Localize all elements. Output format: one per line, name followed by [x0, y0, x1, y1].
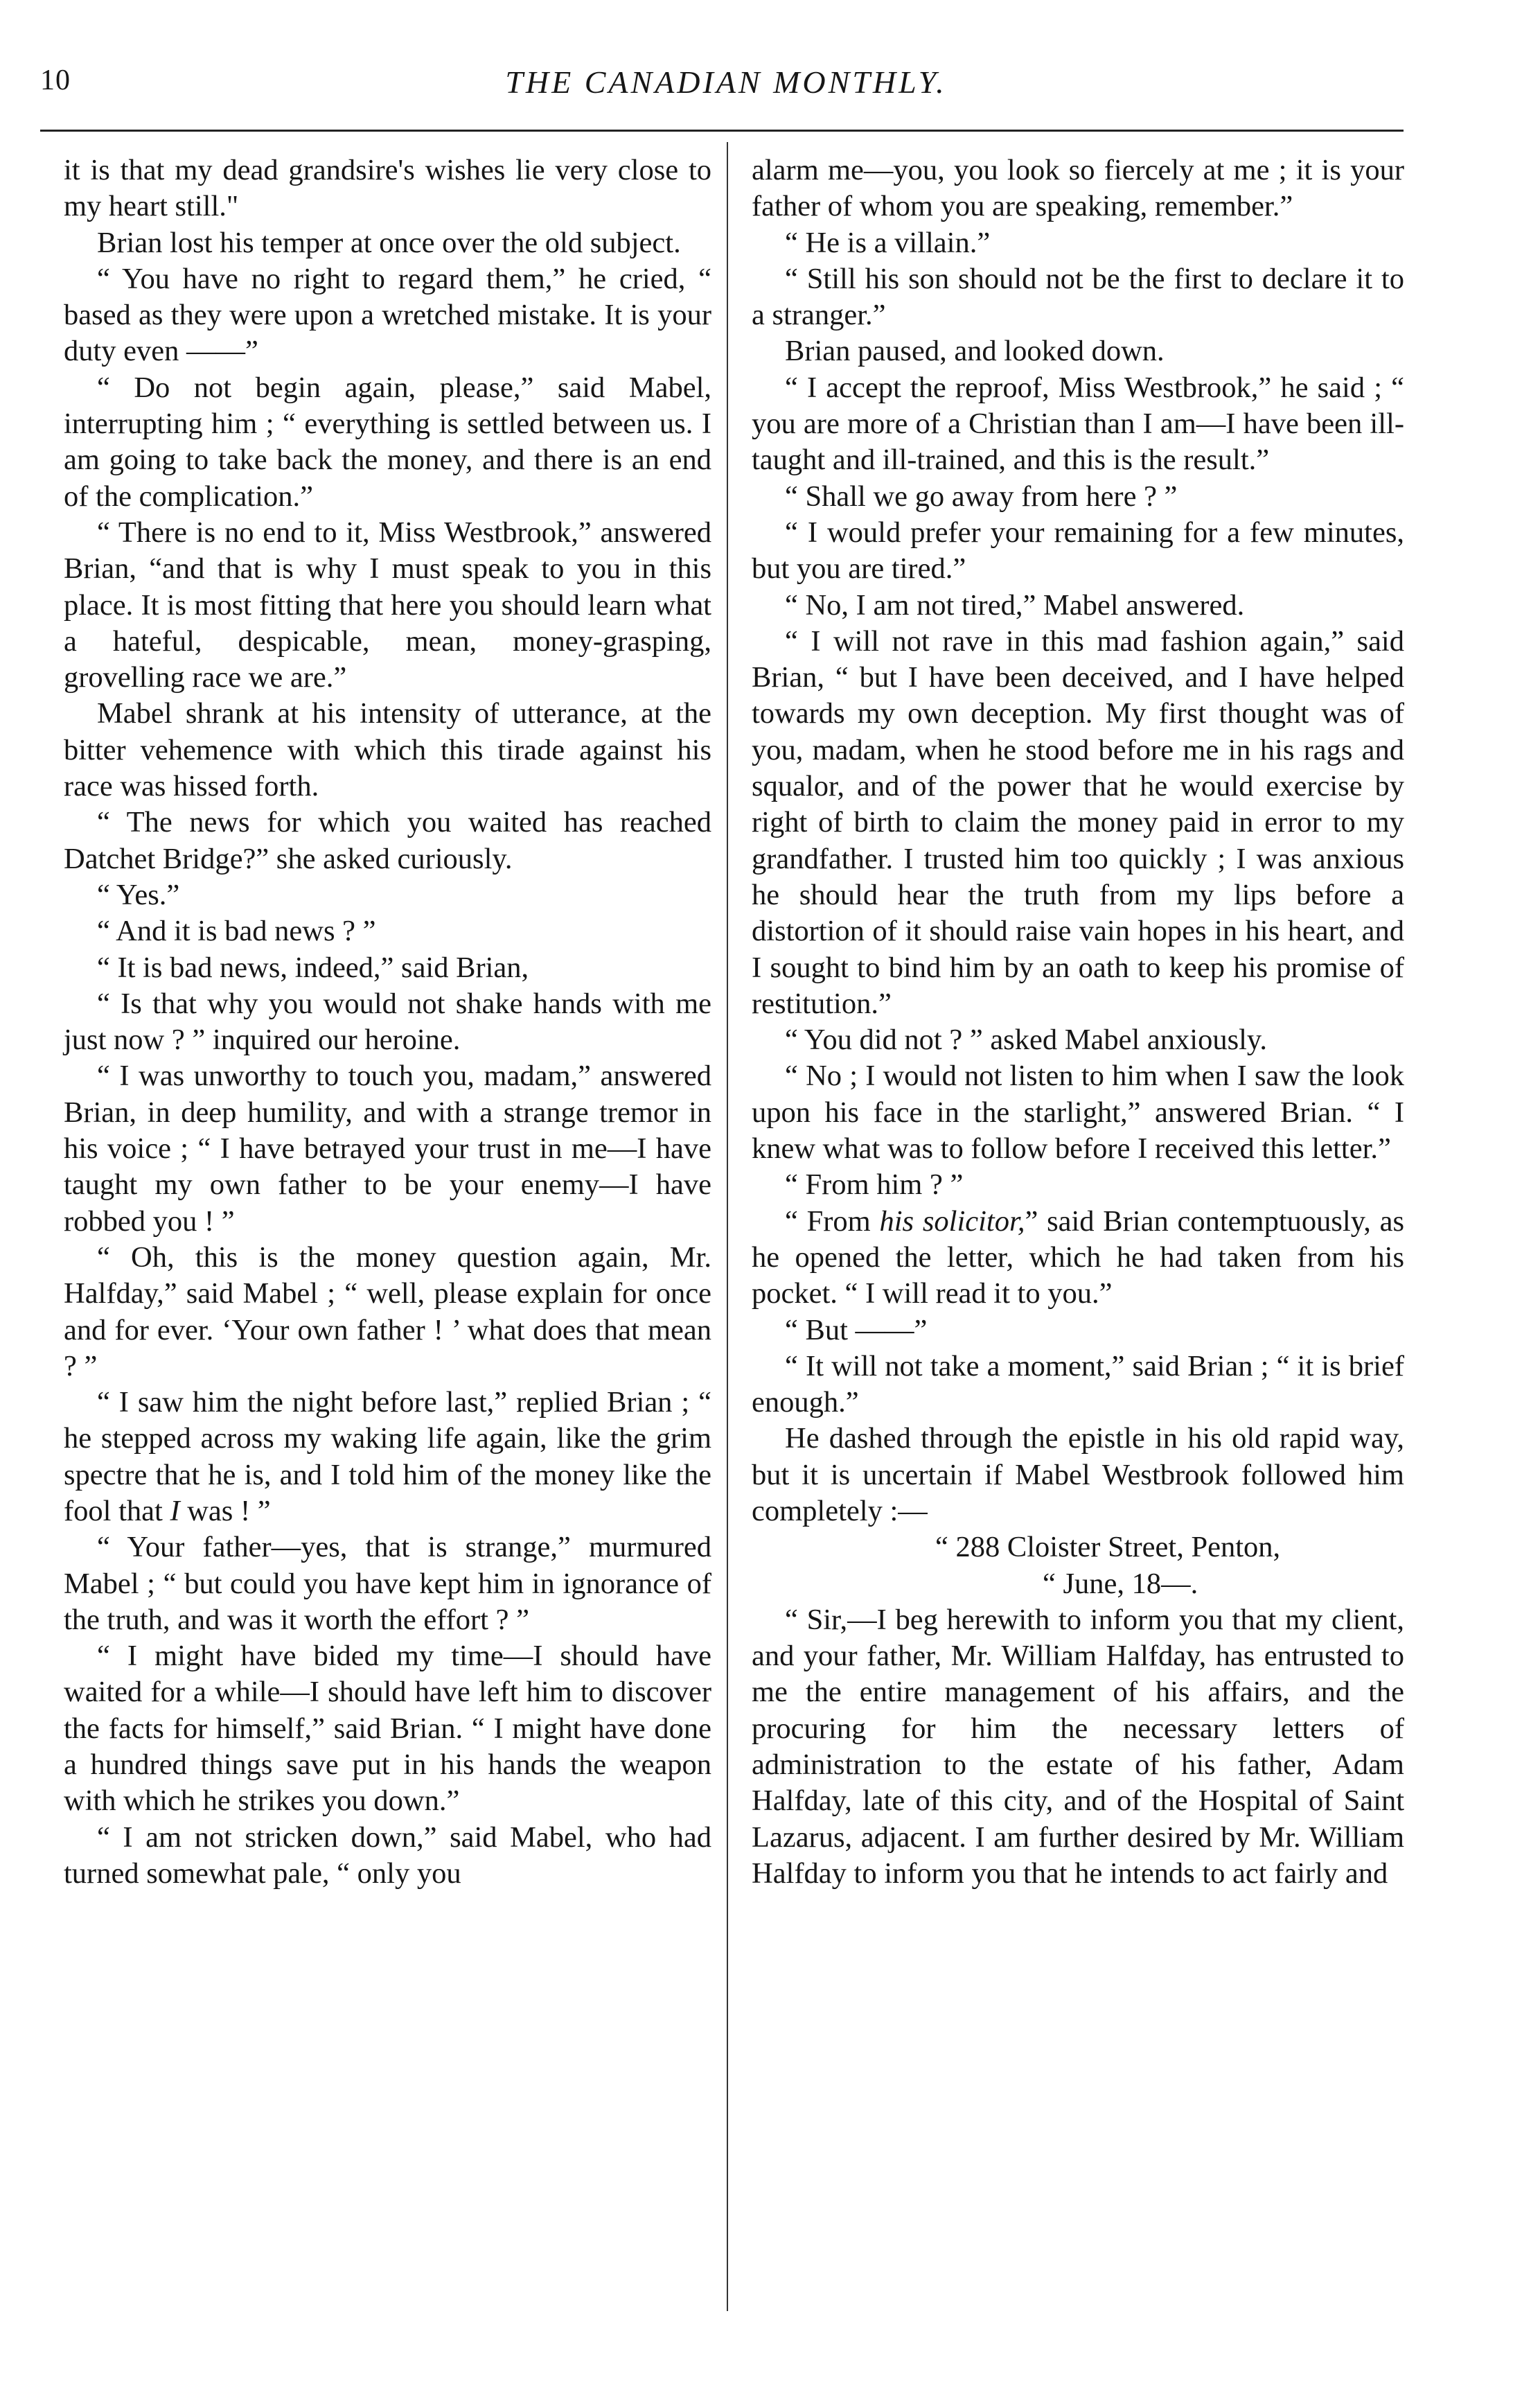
paragraph: “ I might have bided my time—I should have waited for a while—I should have left him to discover the facts for himself,” said Brian. “ I might have done a hundred things save put in his hands the weapon with which he strikes you down.” — [64, 1640, 711, 1818]
paragraph: “ It will not take a moment,” said Brian ; “ it is brief enough.” — [752, 1349, 1404, 1419]
paragraph: “ But ——” — [785, 1313, 928, 1346]
paragraph: “ You did not ? ” asked Mabel anxiously. — [785, 1024, 1268, 1057]
header-rule — [40, 130, 1404, 132]
paragraph: “ He is a villain.” — [785, 226, 991, 259]
right-column — [752, 152, 1404, 1892]
text-run: “ I saw him the night before last,” replied Brian ; “ he stepped across my waking life again, like the grim spectre that he is, and I told him of the money like the fool that — [64, 1386, 711, 1527]
paragraph: “ You have no right to regard them,” he cried, “ based as they were upon a wretched mistake. It is your duty even ——” — [64, 262, 711, 368]
paragraph: “ Yes.” — [97, 878, 180, 911]
paragraph: “ I am not stricken down,” said Mabel, who had turned somewhat pale, “ only you — [64, 1820, 711, 1890]
paragraph: “ Oh, this is the money question again, Mr. Halfday,” said Mabel ; “ well, please explain for once and for ever. ‘Your own father ! ’ what does that mean ? ” — [64, 1240, 711, 1382]
paragraph: Mabel shrank at his intensity of utterance, at the bitter vehemence with which this tirade against his race was hissed forth. — [64, 697, 711, 803]
paragraph: “ No, I am not tired,” Mabel answered. — [785, 588, 1245, 622]
paragraph: “ Your father—yes, that is strange,” murmured Mabel ; “ but could you have kept him in ignorance of the truth, and was it worth the effort ? ” — [64, 1531, 711, 1636]
paragraph: “ It is bad news, indeed,” said Brian, — [97, 951, 529, 984]
paragraph: “ I would prefer your remaining for a few minutes, but you are tired.” — [752, 516, 1404, 586]
letter-address: “ 288 Cloister Street, Penton, — [935, 1531, 1281, 1564]
paragraph: “ No ; I would not listen to him when I saw the look upon his face in the starlight,” answered Brian. “ I knew what was to follow before I received this letter.” — [752, 1060, 1404, 1166]
page-number: 10 — [40, 64, 71, 96]
text-run: ” said Brian contemptuously, as he opened the letter, which he had taken from his pocket. “ I will read it to you.” — [752, 1204, 1405, 1310]
paragraph: Brian paused, and looked down. — [785, 335, 1165, 368]
paragraph: it is that my dead grandsire's wishes lie very close to my heart still." — [64, 154, 711, 223]
paragraph: “ Still his son should not be the first to declare it to a stranger.” — [752, 262, 1404, 332]
paragraph: “ Shall we go away from here ? ” — [785, 480, 1178, 513]
page-header — [40, 64, 1412, 112]
running-title: THE CANADIAN MONTHLY. — [505, 64, 947, 100]
paragraph: “ Sir,—I beg herewith to inform you that my client, and your father, Mr. William Halfday, has entrusted to me the entire management of his affairs, and the procuring for him the necessary letters of administration to the estate of his father, Adam Halfday, late of this city, and of the Hospital of Saint Lazarus, adjacent. I am further desired by Mr. William Halfday to inform you that he intends to act fairly and — [752, 1603, 1404, 1890]
italic-phrase: his solicitor, — [879, 1204, 1025, 1238]
left-column — [64, 152, 711, 1892]
paragraph: “ The news for which you waited has reached Datchet Bridge?” she asked curiously. — [64, 806, 711, 875]
paragraph: “ And it is bad news ? ” — [97, 915, 376, 948]
paragraph: “ I accept the reproof, Miss Westbrook,” he said ; “ you are more of a Christian than I am—I have been ill-taught and ill-trained, and this is the result.” — [752, 371, 1404, 477]
paragraph: “ From him ? ” — [785, 1168, 964, 1202]
paragraph: “ I was unworthy to touch you, madam,” answered Brian, in deep humility, and with a strange tremor in his voice ; “ I have betrayed your trust in me—I have taught my own father to be your enemy—I have robbed you ! ” — [64, 1060, 711, 1238]
text-run: was ! ” — [187, 1494, 271, 1527]
letter-date: “ June, 18—. — [1043, 1567, 1198, 1600]
paragraph: He dashed through the epistle in his old rapid way, but it is uncertain if Mabel Westbrook followed him completely :— — [752, 1422, 1404, 1527]
paragraph: Brian lost his temper at once over the old subject. — [97, 226, 681, 259]
paragraph: “ Do not begin again, please,” said Mabel, interrupting him ; “ everything is settled between us. I am going to take back the money, and there is an end of the complication.” — [64, 371, 711, 513]
italic-word: I — [170, 1494, 180, 1527]
paragraph: “ I will not rave in this mad fashion again,” said Brian, “ but I have been deceived, and I have helped towards my own deception. My first thought was of you, madam, when he stood before me in his rags and squalor, and of the power that he would exercise by right of birth to claim the money paid in error to my grandfather. I trusted him too quickly ; I was anxious he should hear the truth from my lips before a distortion of it should raise vain hopes in his heart, and I sought to bind him by an oath to keep his promise of restitution.” — [752, 624, 1404, 1020]
paragraph: “ Is that why you would not shake hands with me just now ? ” inquired our heroine. — [64, 987, 711, 1057]
column-divider — [727, 142, 728, 2311]
text-run: “ From — [785, 1204, 871, 1238]
paragraph — [64, 1385, 711, 1529]
paragraph — [752, 1204, 1404, 1312]
paragraph: alarm me—you, you look so fiercely at me ; it is your father of whom you are speaking, remember.” — [752, 154, 1404, 223]
paragraph: “ There is no end to it, Miss Westbrook,” answered Brian, “and that is why I must speak to you in this place. It is most fitting that here you should learn what a hateful, despicable, mean, money-grasping, grovelling race we are.” — [64, 516, 711, 694]
